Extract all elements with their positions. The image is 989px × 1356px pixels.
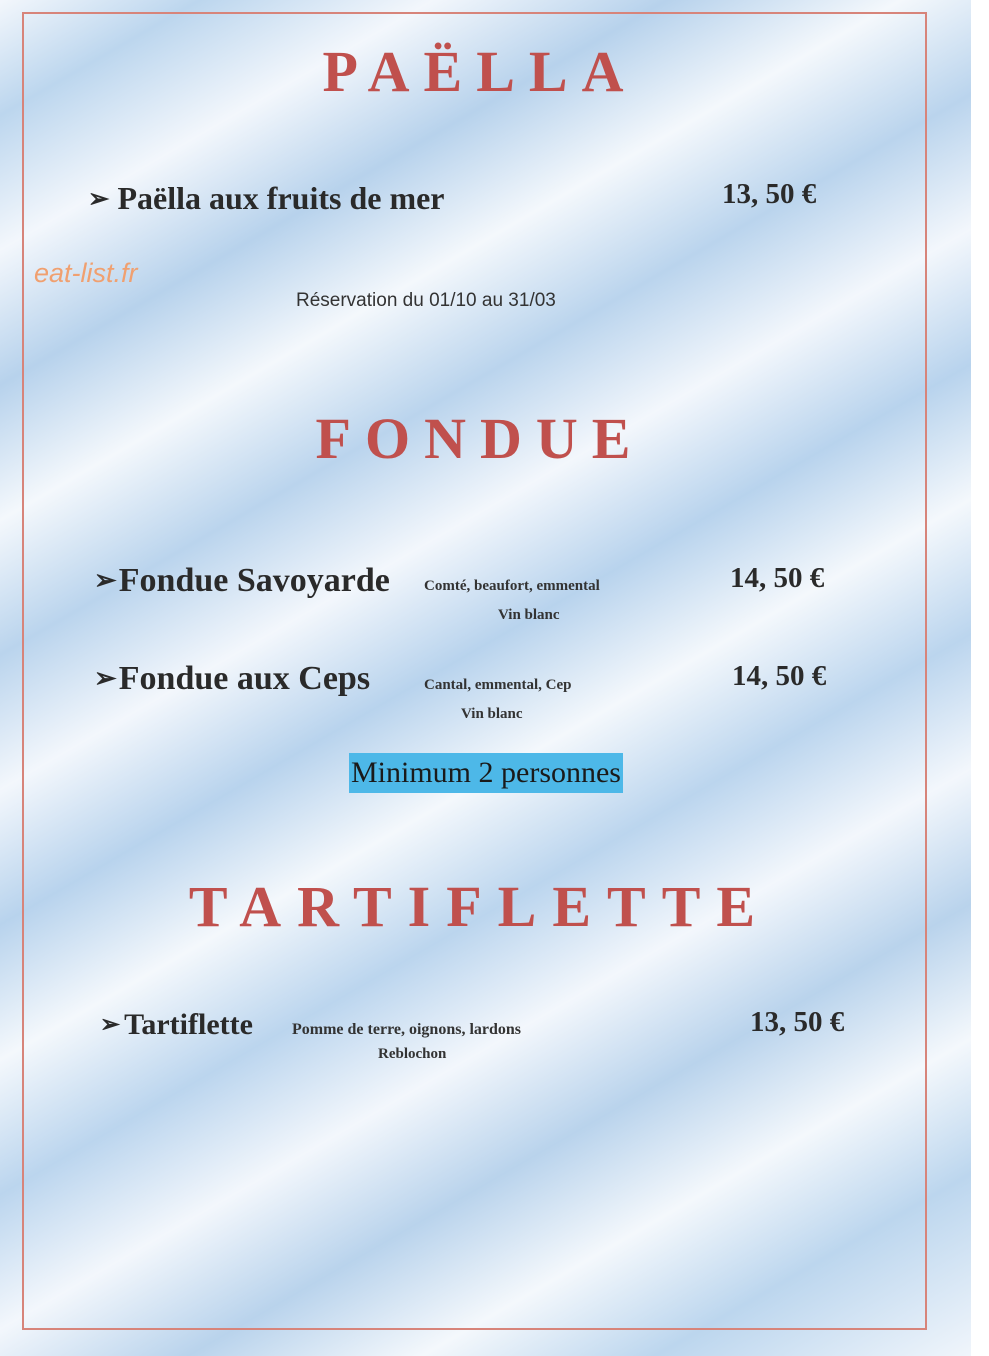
item-desc-tartiflette: Pomme de terre, oignons, lardons: [292, 1021, 522, 1038]
price-paella: 13, 50 €: [722, 178, 817, 210]
section-title-paella: PAËLLA: [322, 39, 638, 104]
menu-item-paella: [88, 180, 445, 217]
price-fondue-ceps: 14, 50 €: [732, 660, 827, 692]
item-desc2-fondue-ceps: Vin blanc: [461, 706, 523, 722]
item-name-tartiflette: Tartiflette: [124, 1008, 253, 1041]
menu-item-fondue-ceps: [94, 660, 370, 698]
item-name-paella: Paëlla aux fruits de mer: [117, 180, 445, 216]
watermark-logo: eat-list.fr: [34, 258, 138, 288]
item-desc-fondue-ceps: Cantal, emmental, Cep: [424, 677, 572, 693]
menu-item-fondue-savoyarde: [94, 562, 390, 600]
reservation-note: Réservation du 01/10 au 31/03: [296, 290, 556, 311]
item-desc2-tartiflette: Reblochon: [378, 1046, 447, 1062]
page-edge: [971, 0, 989, 1356]
section-title-tartiflette: TARTIFLETTE: [188, 874, 772, 939]
menu-item-tartiflette: [100, 1008, 253, 1042]
section-title-fondue: FONDUE: [315, 406, 645, 471]
item-name-fondue-savoyarde: Fondue Savoyarde: [118, 562, 390, 599]
item-name-fondue-ceps: Fondue aux Ceps: [118, 660, 371, 697]
bullet-arrow-icon: ➢: [94, 663, 117, 693]
bullet-arrow-icon: ➢: [88, 184, 110, 213]
item-desc-fondue-savoyarde: Comté, beaufort, emmental: [424, 578, 600, 594]
item-desc2-fondue-savoyarde: Vin blanc: [498, 607, 560, 623]
bullet-arrow-icon: ➢: [100, 1012, 121, 1038]
minimum-persons-note: Minimum 2 personnes: [349, 753, 623, 793]
bullet-arrow-icon: ➢: [94, 565, 117, 595]
price-fondue-savoyarde: 14, 50 €: [730, 562, 825, 594]
price-tartiflette: 13, 50 €: [750, 1006, 845, 1038]
